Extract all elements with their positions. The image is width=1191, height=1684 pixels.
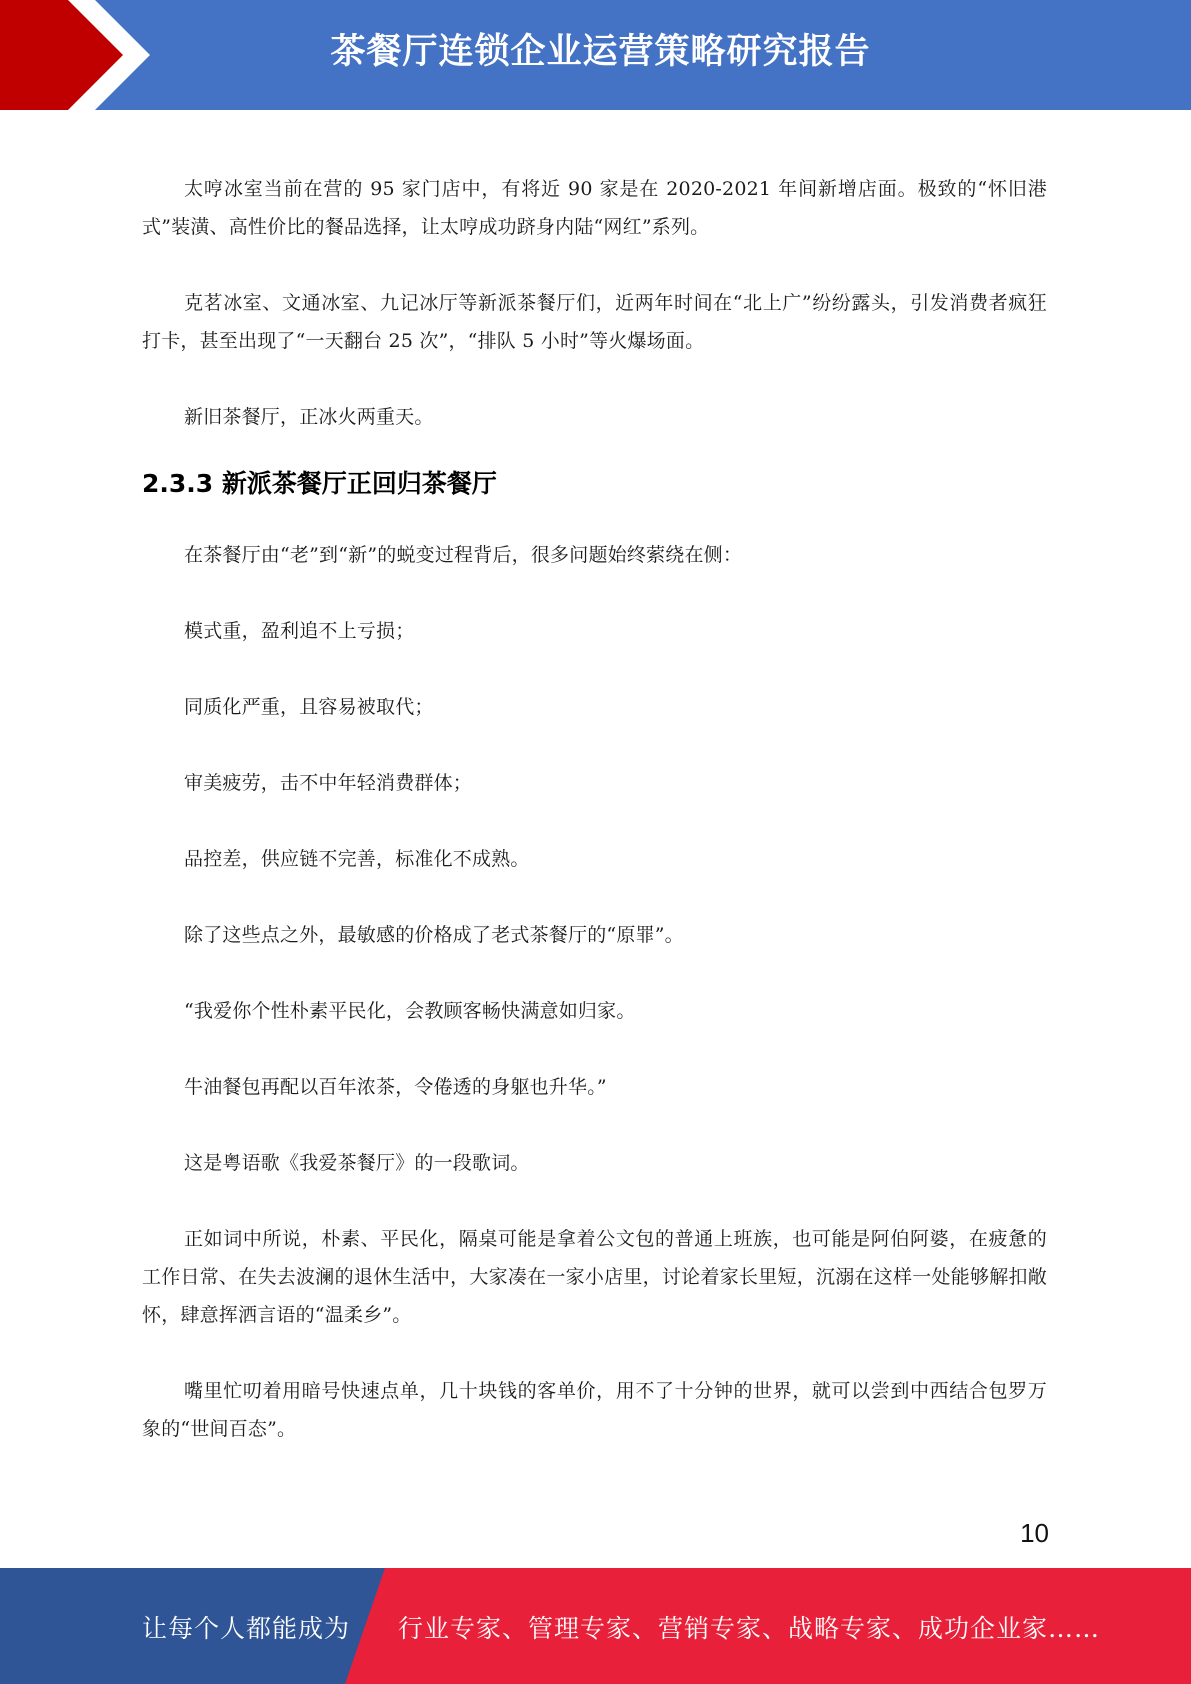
paragraph: 克茗冰室、文通冰室、九记冰厅等新派茶餐厅们，近两年时间在“北上广”纷纷露头，引发消费者疯狂打卡，甚至出现了“一天翻台 25 次”，“排队 5 小时”等火爆场面。 xyxy=(142,292,1047,352)
page-number: 10 xyxy=(1020,1518,1049,1548)
paragraph: 太哼冰室当前在营的 95 家门店中，有将近 90 家是在 2020-2021 年间新增店面。极致的“怀旧港式”装潢、高性价比的餐品选择，让太哼成功跻身内陆“网红”系列。 xyxy=(142,178,1047,238)
paragraph: 新旧茶餐厅，正冰火两重天。 xyxy=(184,406,434,428)
footer-band xyxy=(0,1568,1191,1684)
paragraph: 在茶餐厅由“老”到“新”的蜕变过程背后，很多问题始终萦绕在侧： xyxy=(184,544,743,566)
footer-slogan-right: 行业专家、管理专家、营销专家、战略专家、成功企业家…… xyxy=(398,1614,1101,1643)
header-arrow-decoration xyxy=(0,0,160,110)
paragraph: 同质化严重，且容易被取代； xyxy=(184,696,434,718)
section-heading: 2.3.3 新派茶餐厅正回归茶餐厅 xyxy=(142,469,497,498)
report-title: 茶餐厅连锁企业运营策略研究报告 xyxy=(330,32,871,72)
header-band xyxy=(0,0,1191,110)
footer-slogan-left: 让每个人都能成为 xyxy=(142,1614,351,1643)
document-body xyxy=(142,170,1047,1448)
paragraph: 这是粤语歌《我爱茶餐厅》的一段歌词。 xyxy=(184,1152,530,1174)
lyric-line: “我爱你个性朴素平民化，会教顾客畅快满意如归家。 xyxy=(184,1000,636,1022)
paragraph: 除了这些点之外，最敏感的价格成了老式茶餐厅的“原罪”。 xyxy=(184,924,684,946)
paragraph: 正如词中所说，朴素、平民化，隔桌可能是拿着公文包的普通上班族，也可能是阿伯阿婆，在疲惫的工作日常、在失去波澜的退休生活中，大家凑在一家小店里，讨论着家长里短，沉溺在这样一处能够解扣敞怀，肆意挥洒言语的“温柔乡”。 xyxy=(142,1228,1047,1326)
lyric-line: 牛油餐包再配以百年浓茶，令倦透的身躯也升华。” xyxy=(184,1076,607,1098)
paragraph: 审美疲劳，击不中年轻消费群体； xyxy=(184,772,473,794)
paragraph: 嘴里忙叨着用暗号快速点单，几十块钱的客单价，用不了十分钟的世界，就可以尝到中西结合包罗万象的“世间百态”。 xyxy=(142,1380,1047,1440)
paragraph: 模式重，盈利追不上亏损； xyxy=(184,620,415,642)
paragraph: 品控差，供应链不完善，标准化不成熟。 xyxy=(184,848,530,870)
